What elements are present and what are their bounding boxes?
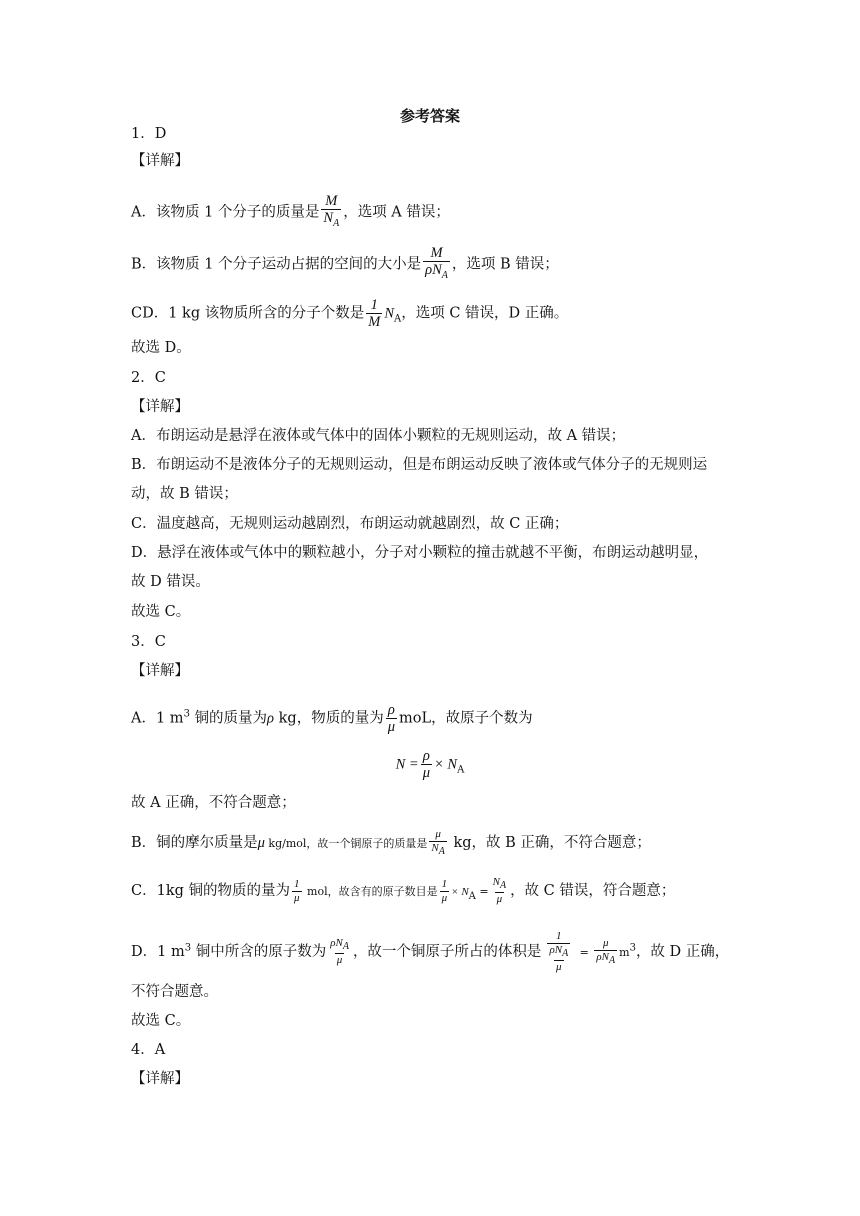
q2-option-c: C．温度越高，无规则运动越剧烈，布朗运动就越剧烈，故 C 正确； [131, 516, 569, 532]
q2-option-d-line1: D．悬浮在液体或气体中的颗粒越小，分子对小颗粒的撞击就越不平衡，布朗运动越明显， [131, 545, 709, 561]
page-title: 参考答案 [399, 107, 460, 125]
q3-equation: N = $\frac{\rho}{\mu}$ × $N_A$ [395, 748, 465, 781]
q4-xiangjie: 【详解】 [131, 1071, 189, 1087]
q1-cd-fraction: $\frac{1}{M}$ [368, 297, 381, 330]
q3-xiangjie: 【详解】 [131, 663, 189, 679]
q3-option-b: B．铜的摩尔质量是μ kg/mol，故一个铜原子的质量是 $\frac{\mu}{NA}$ kg，故 B 正确，不符合题意； [131, 828, 651, 858]
q2-option-b-line2: 动，故 B 错误； [131, 486, 238, 502]
q3-option-c: C．1kg 铜的物质的量为 $\frac{1}{\mu}$ mol，故含有的原子数目是 $\frac{1}{\mu}$ × $N_A$ = $\frac{NA}{\mu}$ ，故 C 错误，符合题意； [131, 876, 676, 906]
q2-xiangjie: 【详解】 [131, 399, 189, 415]
q2-conclusion: 故选 C。 [131, 604, 191, 620]
q2-option-d-line2: 故 D 错误。 [131, 574, 210, 590]
q1-answer: 1．D [131, 126, 167, 142]
q1-option-a: A．该物质 1 个分子的质量是 $\frac{M}{N_A}$ ，选项 A 错误； [131, 193, 760, 232]
q1-b-fraction: $\frac{M}{\rho N_A}$ [423, 245, 450, 284]
q2-option-b-line1: B．布朗运动不是液体分子的无规则运动，但是布朗运动反映了液体或气体分子的无规则运 [131, 457, 708, 473]
q1-xiangjie: 【详解】 [131, 153, 189, 169]
q3-option-d-line2: 不符合题意。 [131, 984, 218, 1000]
q2-option-a: A．布朗运动是悬浮在液体或气体中的固体小颗粒的无规则运动，故 A 错误； [131, 428, 626, 444]
q3-option-a: A．1 $m^3$ 铜的质量为ρ kg，物质的量为 $\frac{\rho}{\mu}$ moL，故原子个数为 [131, 702, 533, 735]
q3-option-d: D．1 $m^3$ 铜中所含的原子数为 $\frac{\text{ρNA}}{\mu}$ ，故一个铜原子所占的体积是 $\frac{\frac{1}{\text{ρNA}}}{\mu}$ = $\frac{\mu}{\text{ρNA}}$ $m^3$，故 D 正确， [131, 930, 730, 974]
q4-answer: 4．A [131, 1042, 166, 1058]
q1-option-b: B．该物质 1 个分子运动占据的空间的大小是 $\frac{M}{\rho N_A}$ ，选项 B 错误； [131, 245, 760, 284]
q2-answer: 2．C [131, 370, 166, 386]
q3-a-fraction: $\frac{\rho}{\mu}$ [387, 702, 395, 735]
q3-answer: 3．C [131, 634, 166, 650]
q1-conclusion: 故选 D。 [131, 340, 191, 356]
q1-option-cd: CD．1 kg 该物质所含的分子个数是 $\frac{1}{M}$ $N_A$，选项 C 错误，D 正确。 [131, 297, 569, 330]
q1-a-fraction: $\frac{M}{N_A}$ [321, 193, 341, 232]
q3-conclusion: 故选 C。 [131, 1013, 191, 1029]
q3-a-conclusion: 故 A 正确，不符合题意； [131, 795, 296, 811]
